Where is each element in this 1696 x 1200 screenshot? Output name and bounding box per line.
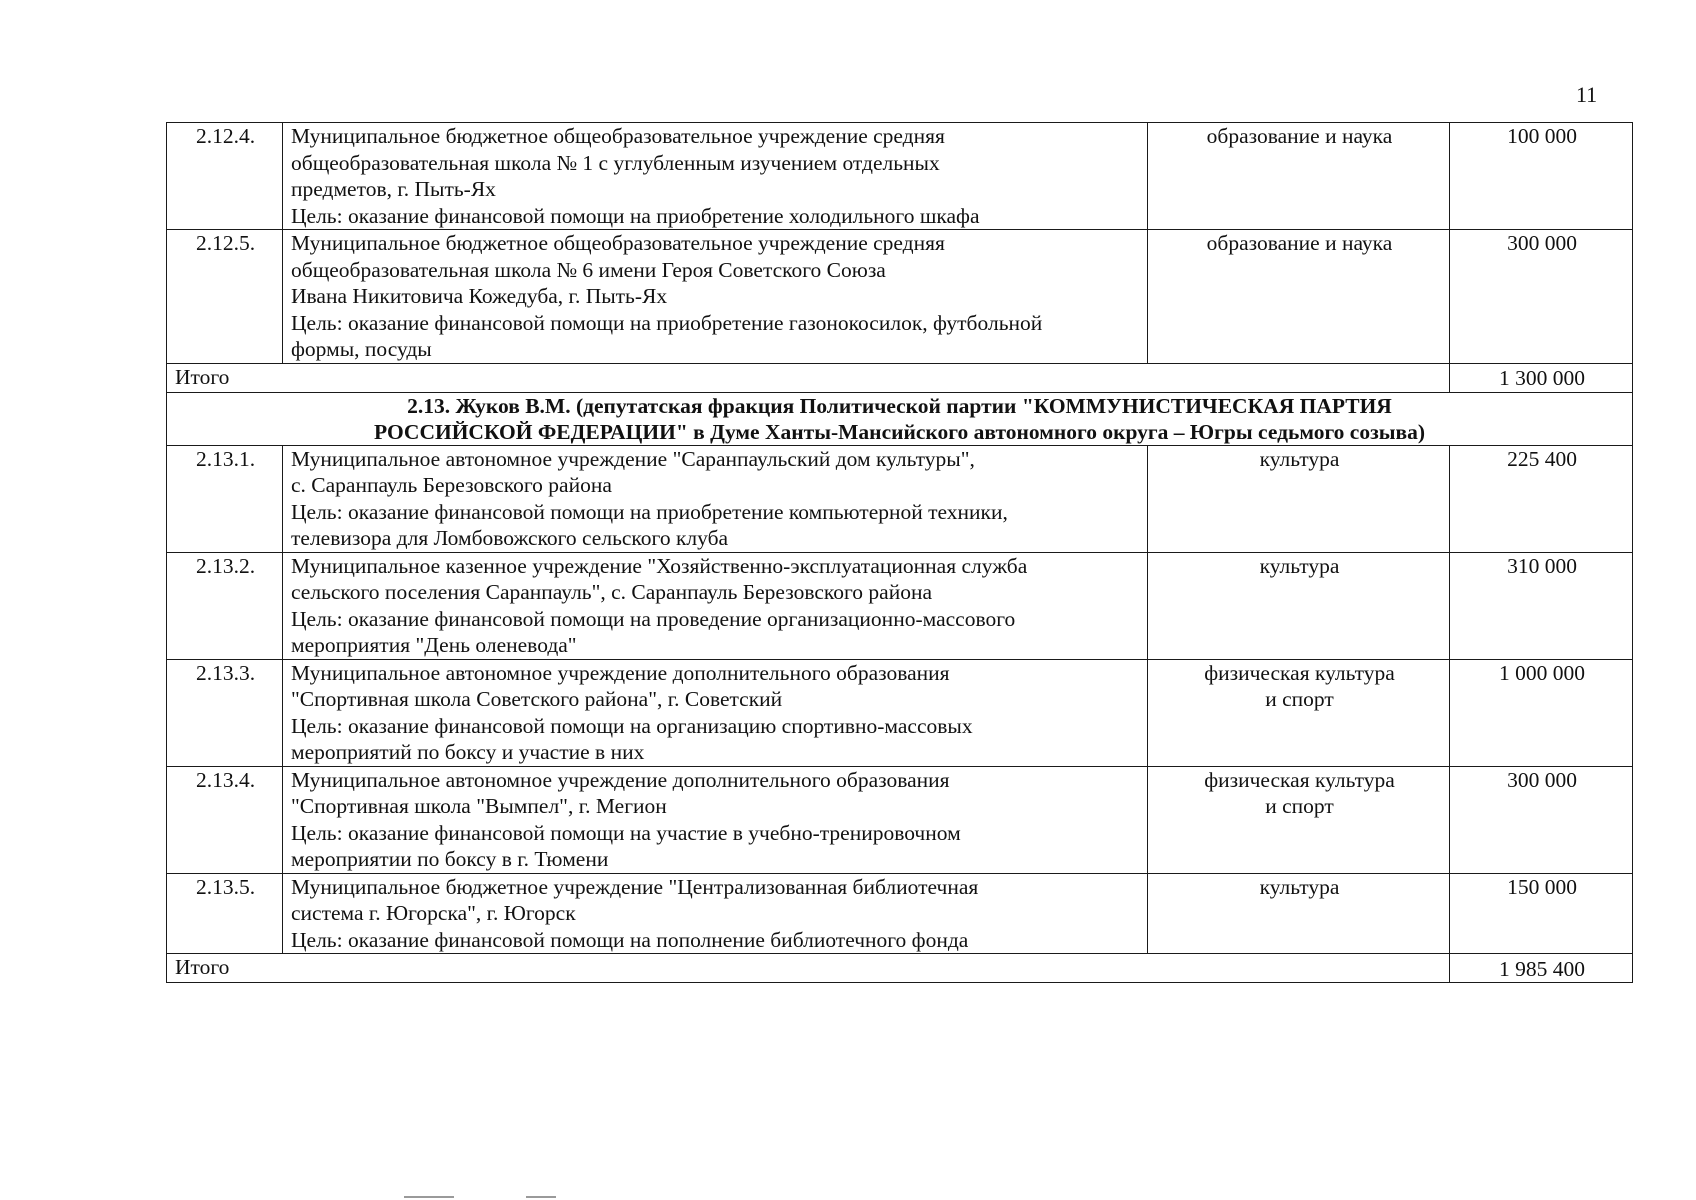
total-amount: 1 300 000	[1450, 363, 1633, 392]
row-area	[1148, 230, 1450, 364]
total-label: Итого	[167, 363, 1450, 392]
row-number: 2.13.4.	[167, 766, 283, 873]
description-line: "Спортивная школа Советского района", г. Советский	[291, 687, 783, 711]
description-line: телевизора для Ломбовожского сельского клуба	[291, 526, 729, 550]
table-row	[167, 659, 1633, 766]
section-2-12-rows	[167, 123, 1633, 364]
row-description	[283, 659, 1148, 766]
row-area	[1148, 445, 1450, 552]
area-line: физическая культура	[1204, 660, 1395, 685]
row-area	[1148, 873, 1450, 954]
row-description	[283, 552, 1148, 659]
table-row	[167, 445, 1633, 552]
description-line: предметов, г. Пыть-Ях	[291, 177, 496, 201]
row-description	[283, 445, 1148, 552]
row-area	[1148, 766, 1450, 873]
description-line: Цель: оказание финансовой помощи на пополнение библиотечного фонда	[291, 927, 969, 952]
row-number: 2.12.4.	[167, 123, 283, 230]
row-description	[283, 873, 1148, 954]
row-description	[283, 123, 1148, 230]
total-row	[167, 363, 1633, 392]
description-line: Муниципальное автономное учреждение дополнительного образования	[291, 767, 950, 792]
row-number: 2.13.1.	[167, 445, 283, 552]
row-amount: 225 400	[1450, 445, 1633, 552]
row-amount: 310 000	[1450, 552, 1633, 659]
area-line: физическая культура	[1204, 767, 1395, 792]
section-2-13-header	[167, 392, 1633, 445]
description-line: Цель: оказание финансовой помощи на организацию спортивно-массовых	[291, 713, 973, 738]
description-line: мероприятия "День оленевода"	[291, 633, 577, 657]
table-row	[167, 123, 1633, 230]
area-line: образование и наука	[1206, 231, 1393, 255]
area-line: культура	[1259, 874, 1340, 899]
description-line: Муниципальное бюджетное общеобразовательное учреждение средняя	[291, 124, 945, 148]
description-line: Цель: оказание финансовой помощи на приобретение компьютерной техники,	[291, 499, 1008, 524]
description-line: общеобразовательная школа № 1 с углубленным изучением отдельных	[291, 150, 940, 175]
description-line: Муниципальное бюджетное учреждение "Централизованная библиотечная	[291, 874, 979, 899]
row-area	[1148, 552, 1450, 659]
area-line: культура	[1259, 553, 1340, 578]
description-line: мероприятий по боксу и участие в них	[291, 740, 645, 764]
area-line: образование и наука	[1206, 124, 1393, 148]
scan-artifact	[404, 1196, 454, 1198]
row-area	[1148, 123, 1450, 230]
table-row	[167, 873, 1633, 954]
row-area	[1148, 659, 1450, 766]
table-row	[167, 230, 1633, 364]
description-line: общеобразовательная школа № 6 имени Героя Советского Союза	[291, 257, 886, 282]
description-line: Муниципальное автономное учреждение дополнительного образования	[291, 660, 950, 685]
row-amount: 300 000	[1450, 230, 1633, 364]
area-line: культура	[1259, 446, 1340, 471]
total-amount: 1 985 400	[1450, 954, 1633, 983]
description-line: Цель: оказание финансовой помощи на приобретение газонокосилок, футбольной	[291, 310, 1043, 335]
section-heading-line: РОССИЙСКОЙ ФЕДЕРАЦИИ" в Думе Ханты-Мансийского автономного округа – Югры седьмого созыва)	[373, 419, 1426, 444]
section-heading-line: 2.13. Жуков В.М. (депутатская фракция Политической партии "КОММУНИСТИЧЕСКАЯ ПАРТИЯ	[407, 393, 1392, 418]
total-row	[167, 954, 1633, 983]
section-2-12-total	[167, 363, 1633, 392]
row-number: 2.13.5.	[167, 873, 283, 954]
row-description	[283, 230, 1148, 364]
table-row	[167, 552, 1633, 659]
scan-artifact	[526, 1196, 556, 1198]
row-number: 2.13.3.	[167, 659, 283, 766]
page-number: 11	[1576, 82, 1598, 107]
description-line: Муниципальное бюджетное общеобразовательное учреждение средняя	[291, 231, 945, 255]
area-line: и спорт	[1265, 687, 1334, 711]
description-line: Цель: оказание финансовой помощи на приобретение холодильного шкафа	[291, 203, 980, 228]
description-line: с. Саранпауль Березовского района	[291, 473, 612, 497]
row-number: 2.13.2.	[167, 552, 283, 659]
description-line: Цель: оказание финансовой помощи на проведение организационно-массового	[291, 606, 1016, 631]
row-amount: 100 000	[1450, 123, 1633, 230]
description-line: "Спортивная школа "Вымпел", г. Мегион	[291, 794, 667, 818]
section-header-row	[167, 392, 1633, 445]
description-line: Муниципальное казенное учреждение "Хозяйственно-эксплуатационная служба	[291, 553, 1028, 578]
row-amount: 150 000	[1450, 873, 1633, 954]
description-line: сельского поселения Саранпауль", с. Саранпауль Березовского района	[291, 580, 933, 604]
description-line: система г. Югорска", г. Югорск	[291, 901, 576, 925]
section-2-13-total	[167, 954, 1633, 983]
budget-table	[166, 122, 1633, 983]
row-number: 2.12.5.	[167, 230, 283, 364]
total-label: Итого	[167, 954, 1450, 983]
section-heading	[167, 392, 1633, 445]
row-description	[283, 766, 1148, 873]
row-amount: 1 000 000	[1450, 659, 1633, 766]
section-2-13-rows	[167, 445, 1633, 954]
description-line: Муниципальное автономное учреждение "Саранпаульский дом культуры",	[291, 446, 975, 471]
description-line: Ивана Никитовича Кожедуба, г. Пыть-Ях	[291, 284, 668, 308]
table-row	[167, 766, 1633, 873]
description-line: мероприятии по боксу в г. Тюмени	[291, 847, 609, 871]
area-line: и спорт	[1265, 794, 1334, 818]
description-line: Цель: оказание финансовой помощи на участие в учебно-тренировочном	[291, 820, 961, 845]
row-amount: 300 000	[1450, 766, 1633, 873]
description-line: формы, посуды	[291, 337, 432, 361]
